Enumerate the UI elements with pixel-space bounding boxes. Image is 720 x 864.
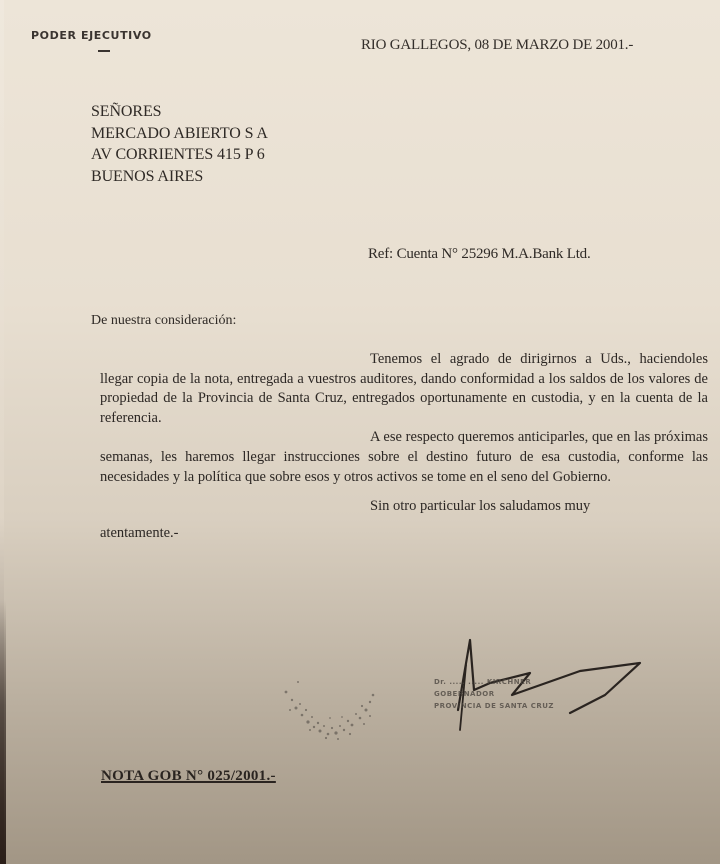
caption-line: GOBERNADOR xyxy=(434,690,495,698)
letterhead-underline xyxy=(98,50,110,52)
letter-body xyxy=(100,350,708,543)
closing-text: Sin otro particular los saludamos muy xyxy=(370,498,591,515)
signoff: atentamente.- xyxy=(100,524,179,541)
recipient-line: AV CORRIENTES 415 P 6 xyxy=(91,146,265,163)
recipient-line: MERCADO ABIERTO S A xyxy=(91,124,268,142)
closing-paragraph xyxy=(100,497,708,543)
reference-line: Ref: Cuenta N° 25296 M.A.Bank Ltd. xyxy=(368,246,591,262)
recipient-line: SEÑORES xyxy=(91,103,162,120)
salutation: De nuestra consideración: xyxy=(91,313,237,328)
signature-caption xyxy=(434,676,554,712)
faded-stamp-icon xyxy=(278,670,398,745)
page-shadow-edge xyxy=(0,600,6,864)
date-line: RIO GALLEGOS, 08 DE MARZO DE 2001.- xyxy=(361,37,634,53)
caption-line: PROVINCIA DE SANTA CRUZ xyxy=(434,702,554,710)
recipient-block xyxy=(91,101,268,187)
body-paragraph: A ese respecto queremos anticiparles, que en las próximas semanas, les haremos llegar instrucciones sobre el destino futuro de esa custodia, conforme las necesidades y la política que sobre esos y otros activos se tome en el seno del Gobierno. xyxy=(100,429,708,485)
recipient-line: BUENOS AIRES xyxy=(91,167,204,185)
letterhead: PODER EJECUTIVO xyxy=(31,29,152,42)
body-paragraph: Tenemos el agrado de dirigirnos a Uds., haciendoles llegar copia de la nota, entregada a vuestros auditores, dando conformidad a los saldos de los valores de propiedad de la Provincia de Santa Cruz, entregados oportunamente en custodia, y en la cuenta de la referencia. xyxy=(100,351,708,426)
caption-line: Dr. ..... ..... KIRCHNER xyxy=(434,678,532,686)
note-number: NOTA GOB N° 025/2001.- xyxy=(101,768,276,784)
